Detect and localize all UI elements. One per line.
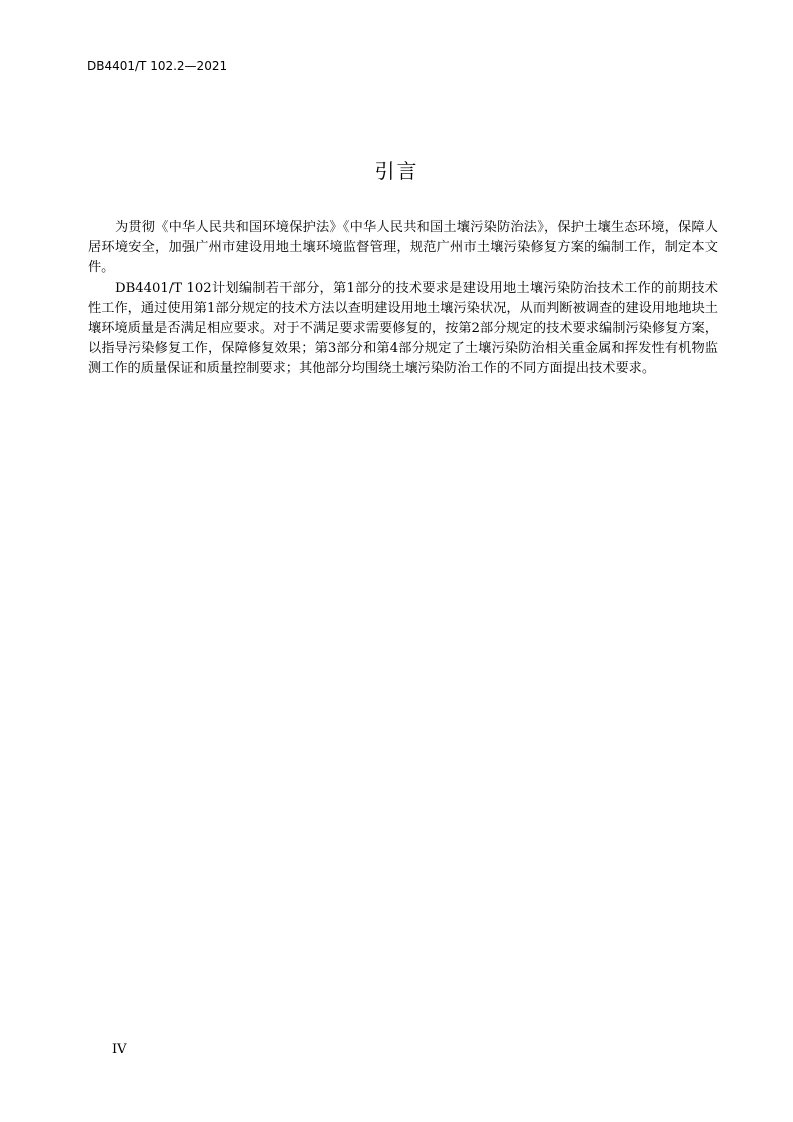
document-code: DB4401/T 102.2—2021: [87, 59, 228, 73]
paragraph-purpose: 为贯彻《中华人民共和国环境保护法》《中华人民共和国土壤污染防治法》，保护土壤生态环境，保障人居环境安全，加强广州市建设用地土壤环境监督管理，规范广州市土壤污染修复方案的编制工作，制定本文件。: [88, 220, 718, 276]
introduction-body: [88, 218, 718, 380]
section-title: 引言: [374, 159, 419, 183]
paragraph-structure: DB4401/T 102计划编制若干部分，第1部分的技术要求是建设用地土壤污染防治技术工作的前期技术性工作，通过使用第1部分规定的技术方法以查明建设用地土壤污染状况，从而判断被调查的建设用地地块土壤环境质量是否满足相应要求。对于不满足要求需要修复的，按第2部分规定的技术要求编制污染修复方案，以指导污染修复工作，保障修复效果；第3部分和第4部分规定了土壤污染防治相关重金属和挥发性有机物监测工作的质量保证和质量控制要求；其他部分均围绕土壤污染防治工作的不同方面提出技术要求。: [88, 280, 718, 377]
page-number: IV: [112, 1042, 127, 1057]
